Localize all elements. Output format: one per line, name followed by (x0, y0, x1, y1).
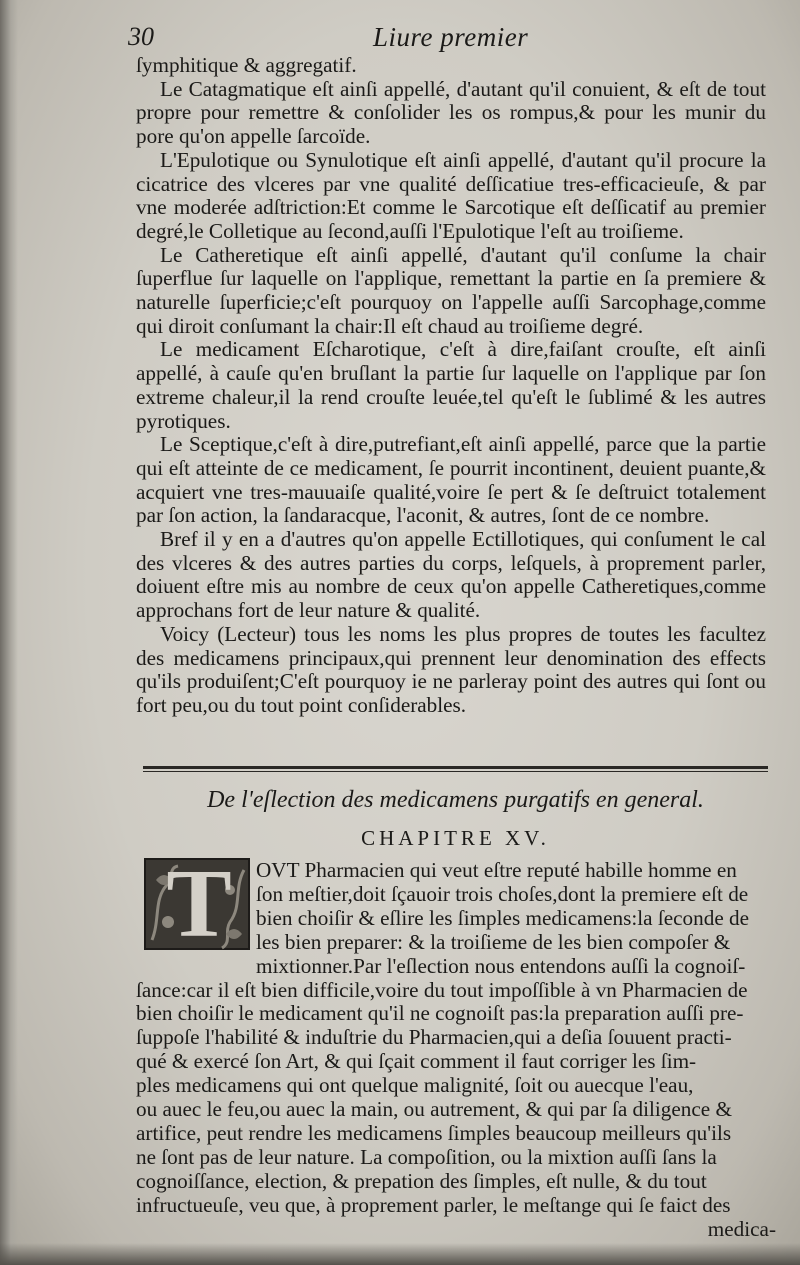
page-gutter-shadow (0, 0, 18, 1265)
running-head: Liure premier (373, 22, 529, 52)
chapter-text (136, 859, 776, 1242)
paragraph-continuation: ſymphitique & aggregatif. (136, 53, 357, 77)
drop-cap-letter: T (166, 850, 232, 958)
chapter-line: ples medicamens qui ont quelque malignité, ſoit ou auecque l'eau, (136, 1074, 694, 1098)
chapter-line: OVT Pharmacien qui veut eſtre reputé habille homme en (256, 859, 737, 882)
paragraph-epulotique: L'Epulotique ou Synulotique eſt ainſi appellé, d'autant qu'il procure la cicatrice des vlceres par vne qualité deſſicatiue tres-efficacieuſe, & par vne moderée adſtriction:Et comme le Sarcotique eſt deſſicatif au premier degré,le Colletique au ſecond,auſſi l'Epulotique l'eſt au troiſieme. (136, 147, 766, 243)
chapter-catchword: medica- (707, 1217, 776, 1241)
chapter-line: cognoiſſance, election, & prepation des ſimples, eſt nulle, & du tout (136, 1169, 707, 1193)
chapter-line: qué & exercé ſon Art, & qui ſçait comment il faut corriger les ſim- (136, 1050, 697, 1074)
chapter-line: les bien preparer: & la troiſieme de les bien compoſer & (256, 930, 731, 954)
chapter-line: ſuppoſe l'habilité & induſtrie du Pharmacien,qui a deſia ſouuent practi- (136, 1026, 732, 1050)
section-divider-thick (143, 766, 768, 769)
chapter-line: mixtionner.Par l'eſlection nous entendons auſſi la cognoiſ- (256, 954, 746, 978)
page-header (128, 22, 768, 52)
paragraph-sceptique: Le Sceptique,c'eſt à dire,putrefiant,eſt ainſi appellé, parce que la partie qui eſt atteinte de ce medicament, ſe pourrit incontinent, deuient puante,& acquiert vne tres-mauuaiſe qualité,voire ſe pert & ſe deſtruict totalement par ſon action, la ſandaracque, l'aconit, & autres, ſont de ce nombre. (136, 432, 766, 528)
chapter-line: ſance:car il eſt bien difficile,voire du tout impoſſible à vn Pharmacien de (136, 978, 748, 1002)
chapter-line: bien choiſir & eſlire les ſimples medicamens:la ſeconde de (256, 906, 750, 930)
paragraph-catagmatique: Le Catagmatique eſt ainſi appellé, d'autant qu'il conuient, & eſt de tout propre pour remettre & conſolider les os rompus,& pour les munir du pore qu'on appelle ſarcoïde. (136, 76, 766, 149)
chapter-line: bien choiſir le medicament qu'il ne cognoiſt pas:la preparation auſſi pre- (136, 1002, 744, 1026)
chapter-line: ſon meſtier,doit ſçauoir trois choſes,dont la premiere eſt de (256, 882, 749, 906)
paragraph-voicy: Voicy (Lecteur) tous les noms les plus propres de toutes les facultez des medicamens principaux,qui prennent leur denomination des effects qu'ils produiſent;C'eſt pourquoy ie ne parleray point des autres qui ſont ou fort peu,ou du tout point conſiderables. (136, 621, 766, 717)
paragraph-ectillotiques: Bref il y en a d'autres qu'on appelle Ectillotiques, qui conſument le cal des vlceres & des autres parties du corps, leſquels, à proprement parler, doiuent eſtre mis au nombre de ceux qu'on appelle Catheretiques,comme approchans fort de leur nature & qualité. (136, 527, 766, 623)
section-divider-thin (143, 771, 768, 772)
paragraph-escharotique: Le medicament Eſcharotique, c'eſt à dire,faiſant crouſte, eſt ainſi appellé, à cauſe qu'en bruſlant la partie ſur laquelle on l'applique par ſon extreme chaleur,il la rend crouſte leuée,tel qu'eſt le ſublimé & les autres pyrotiques. (136, 337, 766, 433)
section-title: De l'eſlection des medicamens purgatifs en general. (207, 787, 704, 813)
body-text (136, 54, 766, 718)
chapter-heading: CHAPITRE XV. (361, 826, 550, 850)
chapter-line: ou auec le feu,ou auec la main, ou autrement, & qui par ſa diligence & (136, 1098, 732, 1122)
paragraph-catheretique: Le Catheretique eſt ainſi appellé, d'autant qu'il conſume la chair ſuperflue ſur laquelle on l'applique, remettant la partie en ſa premiere & naturelle ſuperficie;c'eſt pourquoy on l'appelle auſſi Sarcophage,comme qui diroit conſumant la chair:Il eſt chaud au troiſieme degré. (136, 242, 766, 338)
chapter-line: ne ſont pas de leur nature. La compoſition, ou la mixtion auſſi ſans la (136, 1145, 717, 1169)
page-number: 30 (128, 22, 154, 51)
page-bottom-shadow (0, 1243, 800, 1265)
chapter-line: infructueuſe, veu que, à proprement parler, le meſtange qui ſe faict des (136, 1193, 731, 1217)
chapter-line: artifice, peut rendre les medicamens ſimples beaucoup meilleurs qu'ils (136, 1121, 732, 1145)
